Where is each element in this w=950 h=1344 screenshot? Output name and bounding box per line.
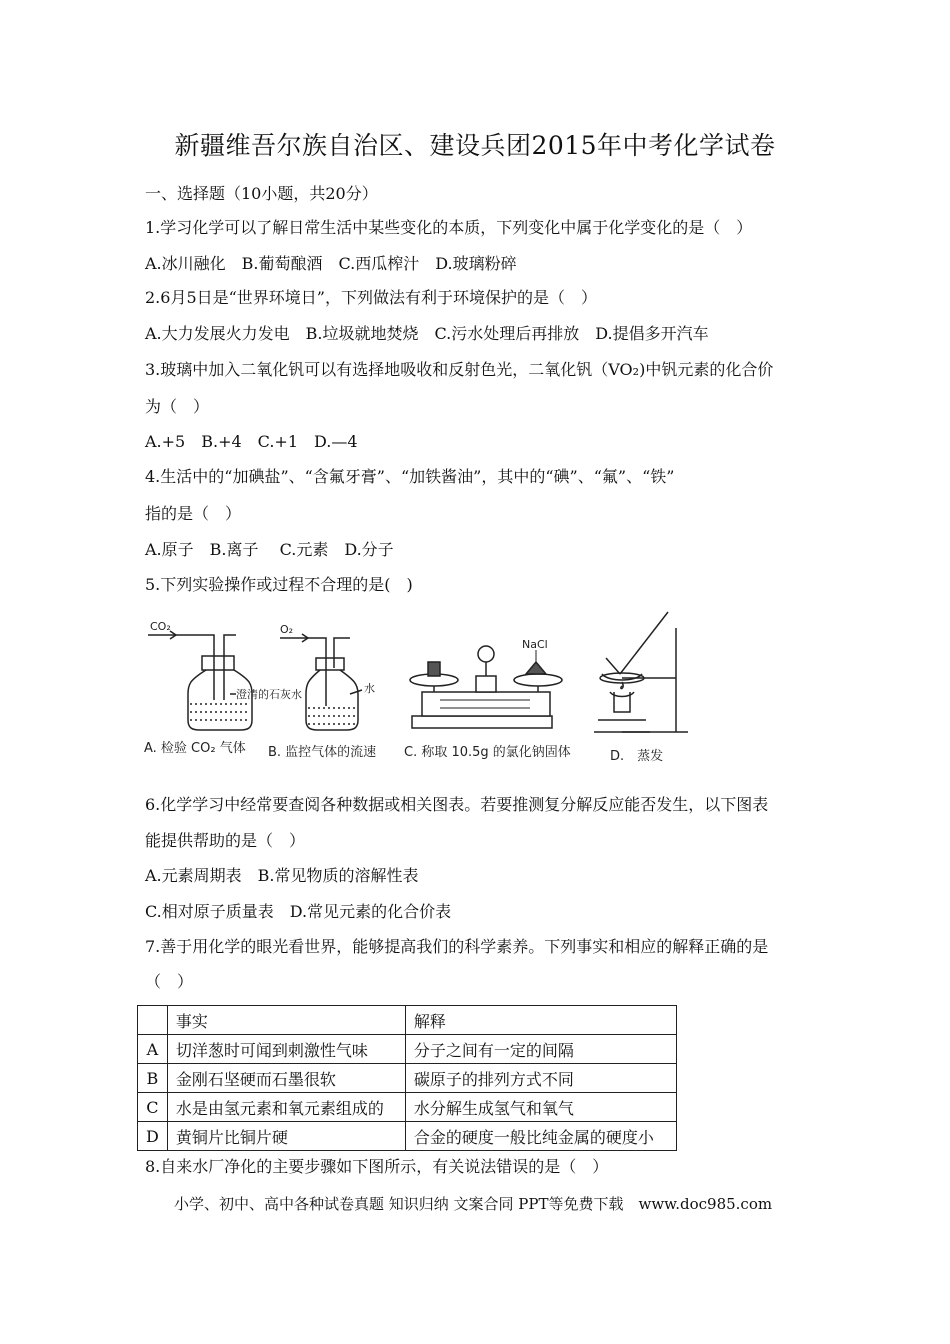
- q3-options: A.+5 B.+4 C.+1 D.—4: [145, 432, 358, 451]
- q5-stem: 5.下列实验操作或过程不合理的是( ): [145, 575, 413, 594]
- label-limewater: 澄清的石灰水: [236, 688, 302, 701]
- caption-a: A. 检验 CO₂ 气体: [144, 741, 246, 756]
- table-cell-option: C: [138, 1093, 168, 1122]
- q6-stem-line1: 6.化学学习中经常要查阅各种数据或相关图表。若要推测复分解反应能否发生，以下图表: [145, 795, 769, 814]
- page-footer: 小学、初中、高中各种试卷真题 知识归纳 文案合同 PPT等免费下载 www.doc985.com: [174, 1195, 773, 1213]
- table-cell-fact: 水是由氢元素和氧元素组成的: [167, 1093, 405, 1122]
- q2-options: A.大力发展火力发电 B.垃圾就地焚烧 C.污水处理后再排放 D.提倡多开汽车: [145, 324, 709, 343]
- table-cell-option: D: [138, 1122, 168, 1151]
- q8-stem: 8.自来水厂净化的主要步骤如下图所示，有关说法错误的是（ ）: [145, 1157, 609, 1176]
- table-cell-fact: 切洋葱时可闻到刺激性气味: [167, 1035, 405, 1064]
- table-cell-option: A: [138, 1035, 168, 1064]
- q2-stem: 2.6月5日是“世界环境日”，下列做法有利于环境保护的是（ ）: [145, 288, 597, 307]
- q6-options-line1: A.元素周期表 B.常见物质的溶解性表: [145, 866, 419, 885]
- q6-stem-line2: 能提供帮助的是（ ）: [145, 831, 306, 850]
- label-water: 水: [364, 682, 375, 695]
- table-row: [138, 1122, 677, 1151]
- table-row: [138, 1093, 677, 1122]
- table-header-row: [138, 1006, 677, 1035]
- table-cell-option: B: [138, 1064, 168, 1093]
- section-heading: 一、选择题（10小题，共20分）: [145, 184, 378, 203]
- apparatus-b-gas-bottle: [280, 634, 362, 730]
- q3-stem-line2: 为（ ）: [145, 397, 210, 416]
- table-row: [138, 1064, 677, 1093]
- q7-stem-line1: 7.善于用化学的眼光看世界，能够提高我们的科学素养。下列事实和相应的解释正确的是: [145, 937, 769, 956]
- caption-c: C. 称取 10.5g 的氯化钠固体: [404, 745, 571, 760]
- table-cell-explanation: 水分解生成氢气和氧气: [405, 1093, 676, 1122]
- table-row: [138, 1035, 677, 1064]
- caption-b: B. 监控气体的流速: [268, 745, 377, 760]
- q7-stem-line2: （ ）: [145, 972, 194, 991]
- apparatus-d-evaporation: [594, 612, 688, 732]
- table-cell-explanation: 碳原子的排列方式不同: [405, 1064, 676, 1093]
- label-o2: O₂: [280, 623, 294, 636]
- label-co2: CO₂: [150, 620, 171, 633]
- table-header-cell: 解释: [405, 1006, 676, 1035]
- q4-stem-line1: 4.生活中的“加碘盐”、“含氟牙膏”、“加铁酱油”，其中的“碘”、“氟”、“铁”: [145, 467, 675, 486]
- table-header-cell: 事实: [167, 1006, 405, 1035]
- q4-options: A.原子 B.离子 C.元素 D.分子: [145, 540, 394, 559]
- q1-stem: 1.学习化学可以了解日常生活中某些变化的本质，下列变化中属于化学变化的是（ ）: [145, 218, 753, 237]
- q6-options-line2: C.相对原子质量表 D.常见元素的化合价表: [145, 902, 452, 921]
- q3-stem-line1: 3.玻璃中加入二氧化钒可以有选择地吸收和反射色光，二氧化钒（VO₂)中钒元素的化合价: [145, 360, 774, 379]
- table-cell-explanation: 分子之间有一定的间隔: [405, 1035, 676, 1064]
- page-title: 新疆维吾尔族自治区、建设兵团2015年中考化学试卷: [174, 131, 776, 160]
- label-nacl: NaCl: [522, 638, 548, 651]
- apparatus-a-gas-bottle: [148, 631, 252, 730]
- q1-options: A.冰川融化 B.葡萄酿酒 C.西瓜榨汁 D.玻璃粉碎: [145, 254, 517, 273]
- table-cell-explanation: 合金的硬度一般比纯金属的硬度小: [405, 1122, 676, 1151]
- experiment-illustration: [140, 608, 700, 773]
- q4-stem-line2: 指的是（ ）: [145, 504, 242, 523]
- q7-facts-table: [137, 1005, 677, 1151]
- q5-experiment-figure: [140, 608, 700, 773]
- apparatus-c-balance: [410, 646, 562, 728]
- table-cell-fact: 金刚石坚硬而石墨很软: [167, 1064, 405, 1093]
- table-header-cell: [138, 1006, 168, 1035]
- table-cell-fact: 黄铜片比铜片硬: [167, 1122, 405, 1151]
- caption-d: D. 蒸发: [610, 749, 664, 764]
